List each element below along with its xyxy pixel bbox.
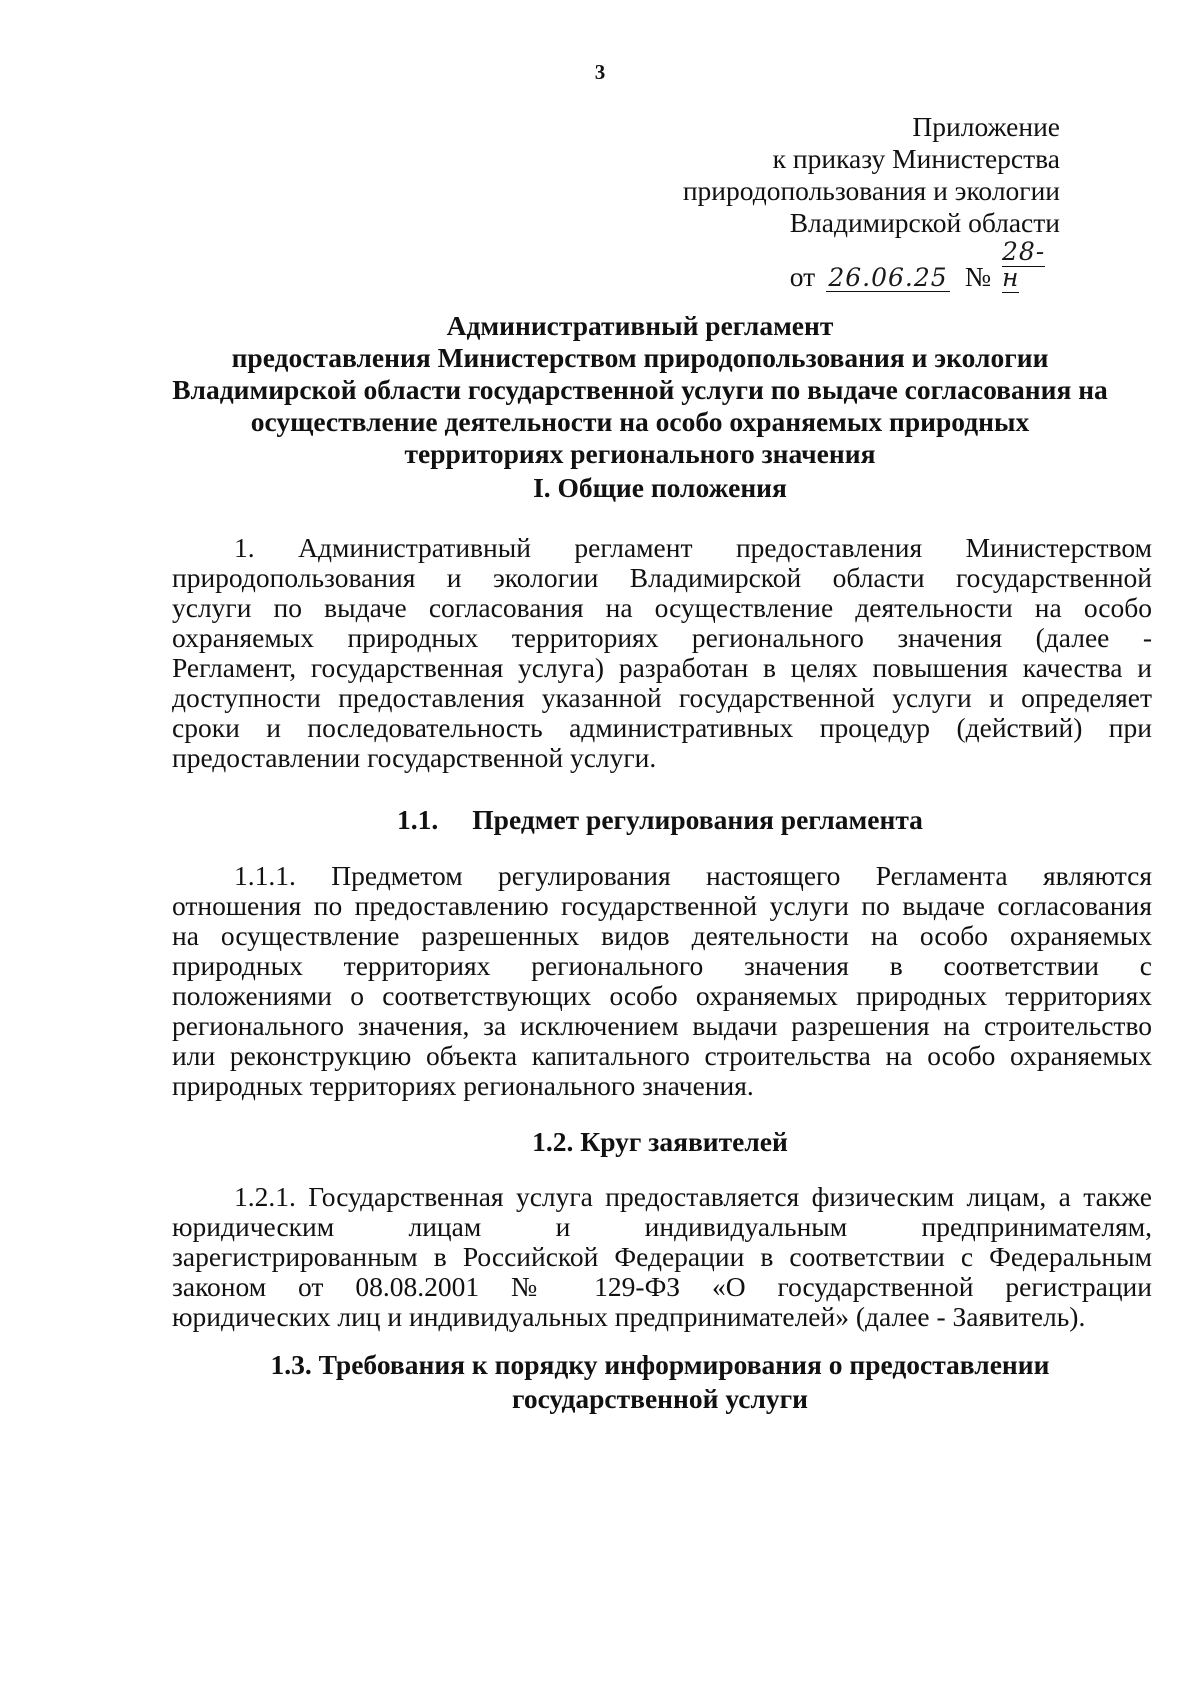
paragraph-line: 1. Административный регламент предоставления Министерством [234, 532, 1152, 563]
handwritten-date: 26.06.25 [826, 265, 950, 292]
title-line: предоставления Министерством природопользования и экологии [231, 342, 1049, 373]
appendix-line: Владимирской области [789, 207, 1060, 238]
paragraph-line: или реконструкцию объекта капитального строительства на особо охраняемых [172, 1040, 1152, 1071]
section-heading [150, 1348, 1170, 1416]
paragraph-line: на осуществление разрешенных видов деятельности на особо охраняемых [172, 920, 1152, 951]
section-heading: I. Общие положения [533, 472, 787, 503]
handwritten-number [1002, 239, 1060, 291]
paragraph-line: Регламент, государственная услуга) разработан в целях повышения качества и [172, 652, 1152, 683]
paragraph-line: зарегистрированным в Российской Федерации в соответствии с Федеральным [172, 1241, 1152, 1272]
paragraph-line: юридическим лицам и индивидуальным предпринимателям, [172, 1211, 1152, 1242]
title-line: территориях регионального значения [404, 438, 876, 469]
paragraph-line: 1.1.1. Предметом регулирования настоящего Регламента являются [234, 860, 1152, 891]
section-heading-line: 1.3. Требования к порядку информирования о предоставлении [270, 1349, 1050, 1380]
paragraph-line: сроки и последовательность административных процедур (действий) при [172, 712, 1152, 743]
title-line: Административный регламент [446, 310, 834, 341]
appendix-date-line [683, 239, 1060, 293]
paragraph-line: доступности предоставления указанной государственной услуги и определяет [172, 682, 1152, 713]
handwritten-number-text: 28-н [1002, 237, 1046, 292]
paragraph-line: регионального значения, за исключением выдачи разрешения на строительство [172, 1010, 1152, 1041]
paragraph-line: природопользования и экологии Владимирской области государственной [172, 562, 1152, 593]
section-heading-line: государственной услуги [512, 1383, 808, 1414]
section-heading [150, 804, 1170, 836]
paragraph-line: законом от 08.08.2001 № 129-ФЗ «О государственной регистрации [172, 1271, 1152, 1302]
date-prefix: от [789, 261, 816, 292]
section-heading-text: Предмет регулирования регламента [472, 804, 923, 835]
appendix-block [683, 111, 1060, 293]
page-number: 3 [594, 60, 606, 84]
paragraph-1-1-1 [172, 861, 1152, 1101]
paragraph-1 [172, 533, 1152, 773]
appendix-line: Приложение [912, 111, 1060, 142]
paragraph-line: природных территориях регионального значения в соответствии с [172, 950, 1152, 981]
paragraph-1-2-1 [172, 1182, 1152, 1332]
paragraph-line: предоставлении государственной услуги. [172, 742, 657, 773]
appendix-line: к приказу Министерства [772, 143, 1060, 174]
paragraph-line: природных территориях регионального значения. [172, 1070, 754, 1101]
paragraph-line: охраняемых природных территориях регионального значения (далее - [172, 622, 1152, 653]
section-heading-number: 1.1. [397, 804, 439, 835]
paragraph-line: 1.2.1. Государственная услуга предоставляется физическим лицам, а также [234, 1181, 1152, 1212]
number-prefix: № [964, 261, 992, 292]
paragraph-line: услуги по выдаче согласования на осуществление деятельности на особо [172, 592, 1152, 623]
paragraph-line: отношения по предоставлению государственной услуги по выдаче согласования [172, 890, 1152, 921]
appendix-line: природопользования и экологии [682, 175, 1060, 206]
title-line: Владимирской области государственной услуги по выдаче согласования на [172, 374, 1108, 405]
paragraph-line: юридических лиц и индивидуальных предпринимателей» (далее - Заявитель). [172, 1301, 1086, 1332]
title-line: осуществление деятельности на особо охраняемых природных [250, 406, 1030, 437]
paragraph-line: положениями о соответствующих особо охраняемых природных территориях [172, 980, 1152, 1011]
section-heading: 1.2. Круг заявителей [532, 1126, 788, 1157]
document-title [150, 310, 1130, 470]
